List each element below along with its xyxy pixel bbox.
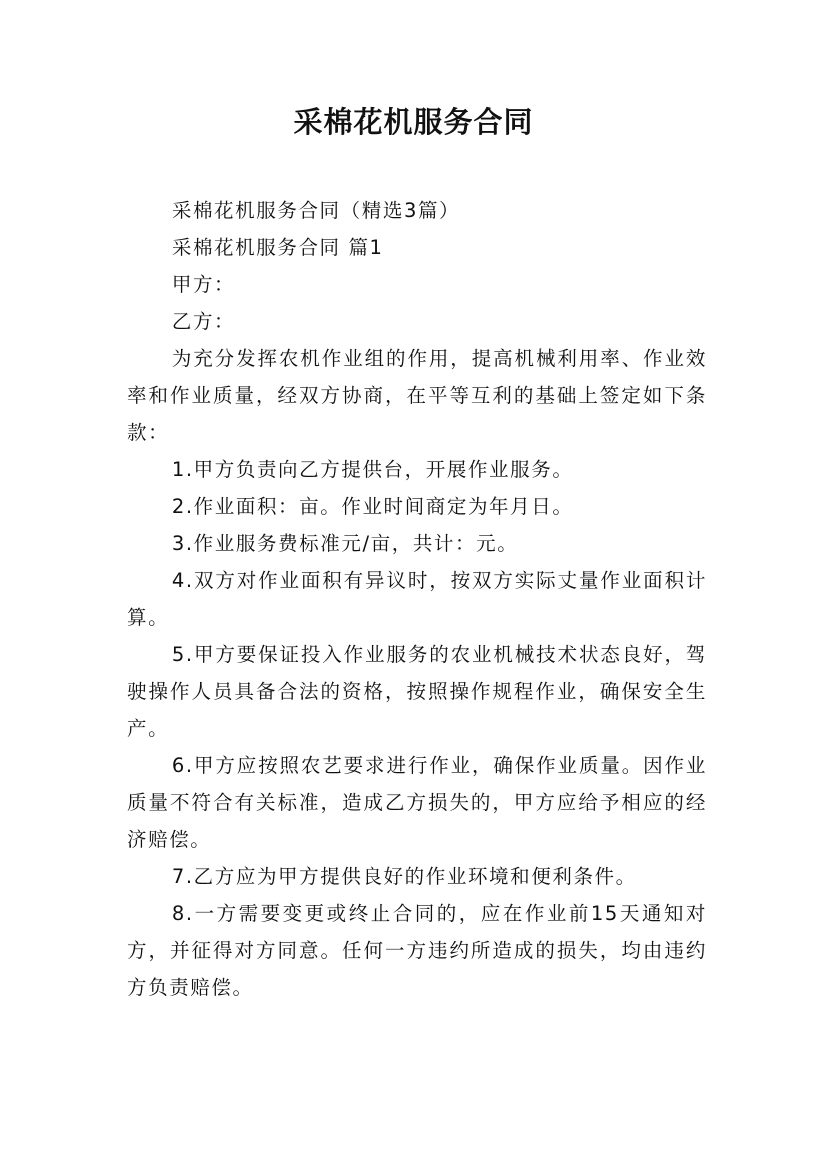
paragraph-clause-3: 3.作业服务费标准元/亩，共计：元。 xyxy=(171,532,519,555)
paragraph-section-heading: 采棉花机服务合同 篇1 xyxy=(171,236,384,259)
paragraph-clause-7: 7.乙方应为甲方提供良好的作业环境和便利条件。 xyxy=(171,865,637,888)
document-body xyxy=(127,192,707,1006)
paragraph-clause-2: 2.作业面积：亩。作业时间商定为年月日。 xyxy=(171,495,574,518)
paragraph-preamble: 为充分发挥农机作业组的作用，提高机械利用率、作业效率和作业质量，经双方协商，在平等互利的基础上签定如下条款： xyxy=(127,347,707,444)
paragraph-subtitle: 采棉花机服务合同（精选3篇） xyxy=(171,199,461,222)
paragraph-clause-4: 4.双方对作业面积有异议时，按双方实际丈量作业面积计算。 xyxy=(127,569,707,629)
paragraph-clause-6: 6.甲方应按照农艺要求进行作业，确保作业质量。因作业质量不符合有关标准，造成乙方损失的，甲方应给予相应的经济赔偿。 xyxy=(127,754,707,851)
paragraph-clause-5: 5.甲方要保证投入作业服务的农业机械技术状态良好，驾驶操作人员具备合法的资格，按照操作规程作业，确保安全生产。 xyxy=(127,643,707,740)
paragraph-clause-1: 1.甲方负责向乙方提供台，开展作业服务。 xyxy=(171,458,574,481)
document-title: 采棉花机服务合同 xyxy=(293,105,534,139)
paragraph-clause-8: 8.一方需要变更或终止合同的，应在作业前15天通知对方，并征得对方同意。任何一方违约所造成的损失，均由违约方负责赔偿。 xyxy=(127,902,707,999)
paragraph-party-b: 乙方： xyxy=(171,310,236,333)
paragraph-party-a: 甲方： xyxy=(171,273,236,296)
